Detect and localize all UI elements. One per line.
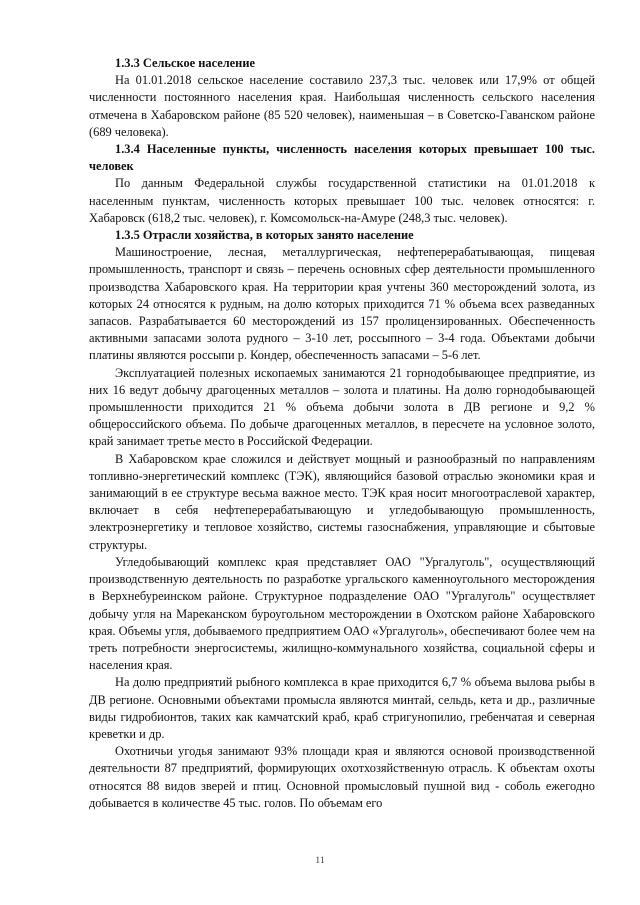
- section-heading-economy-sectors: 1.3.5 Отрасли хозяйства, в которых занято население: [115, 228, 414, 243]
- paragraph-fishing: На долю предприятий рыбного комплекса в крае приходится 6,7 % объема вылова рыбы в ДВ регионе. Основными объектами промысла являются минтай, сельдь, кета и др., различные виды гидробионтов, таких как камчатский краб, краб стригунопилио, гребенчатая и северная креветки и др.: [89, 675, 595, 741]
- paragraph-fuel-energy: В Хабаровском крае сложился и действует мощный и разнообразный по направлениям топливно-энергетический комплекс (ТЭК), являющийся базовой отраслью экономики края и занимающий в ее структуре весьма важное место. ТЭК края носит многоотраслевой характер, включает в себя нефтеперерабатывающую и угледобывающую промышленность, электроэнергетику и тепловое хозяйство, системы газоснабжения, управляющие и сбытовые структуры.: [89, 451, 595, 552]
- paragraph-mining: Эксплуатацией полезных ископаемых занимаются 21 горнодобывающее предприятие, из них 16 ведут добычу драгоценных металлов – золота и платины. На долю горнодобывающей промышленности приходится 21 % объема добычи золота в ДВ регионе и 9,2 % общероссийского объема. По добыче драгоценных металлов, в пересчете на условное золото, край занимает третье место в Российской Федерации.: [89, 365, 595, 449]
- section-heading-rural-population: 1.3.3 Сельское население: [115, 56, 255, 70]
- document-page: [89, 55, 595, 812]
- paragraph-rural-population: На 01.01.2018 сельское население составило 237,3 тыс. человек или 17,9% от общей численности постоянного населения края. Наибольшая численность сельского населения отмечена в Хабаровском районе (85 520 человек), наименьшая – в Советско-Гаванском районе (689 человека).: [89, 73, 595, 139]
- section-heading-settlements: 1.3.4 Населенные пункты, численность населения которых превышает 100 тыс. человек: [89, 142, 595, 174]
- paragraph-hunting: Охотничьи угодья занимают 93% площади края и являются основой производственной деятельности 87 предприятий, формирующих охотхозяйственную отрасль. К объектам охоты относятся 88 видов зверей и птиц. Основной промысловый пушной вид - соболь ежегодно добывается в количестве 45 тыс. голов. По объемам его: [89, 744, 595, 810]
- paragraph-coal-mining: Угледобывающий комплекс края представляет ОАО "Ургалуголь", осуществляющий производственную деятельность по разработке ургальского каменноугольного месторождения в Верхнебуреинском районе. Структурное подразделение ОАО "Ургалуголь" осуществляет добычу угля на Мареканском буроугольном месторождении в Охотском районе Хабаровского края. Объемы угля, добываемого предприятием ОАО «Ургалуголь», обеспечивают более чем на треть потребности энергосистемы, жилищно-коммунального хозяйства, социальной сферы и населения края.: [89, 554, 595, 673]
- paragraph-industry-overview: Машиностроение, лесная, металлургическая, нефтеперерабатывающая, пищевая промышленность, транспорт и связь – перечень основных сфер деятельности промышленного производства Хабаровского края. На территории края учтены 360 месторождений золота, из которых 24 относятся к рудным, на долю которых приходится 71 % объема всех разведанных запасов. Разрабатывается 60 месторождений из 157 пролицензированных. Обеспеченность активными запасами золота рудного – 3-10 лет, россыпного – 3-4 года. Объектами добычи платины являются россыпи р. Кондер, обеспеченность запасами – 5-6 лет.: [89, 245, 595, 363]
- paragraph-settlements: По данным Федеральной службы государственной статистики на 01.01.2018 к населенным пунктам, численность которых превышает 100 тыс. человек относятся: г. Хабаровск (618,2 тыс. человек), г. Комсомольск-на-Амуре (248,3 тыс. человек).: [89, 176, 595, 225]
- page-number: 11: [315, 856, 325, 866]
